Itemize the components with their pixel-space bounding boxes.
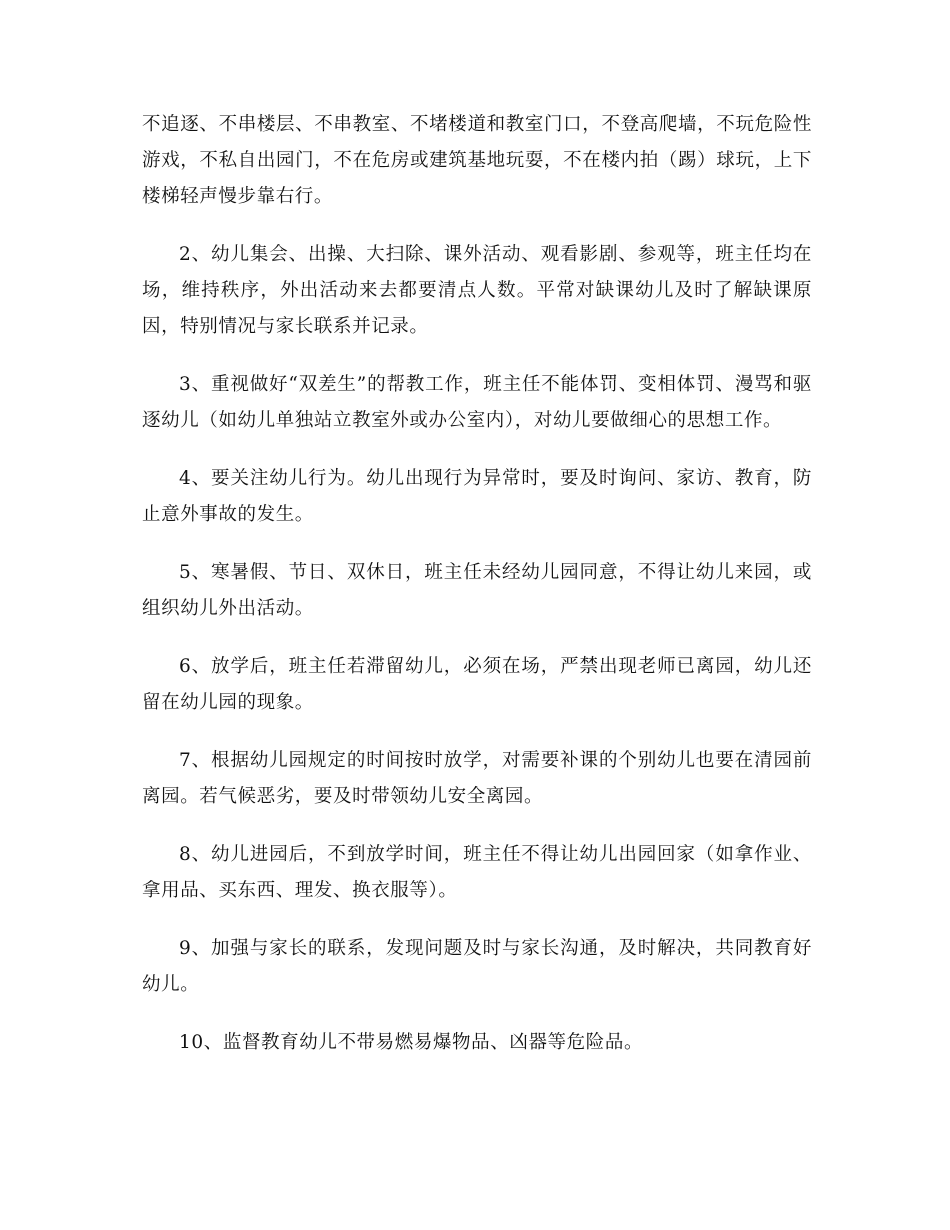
paragraph-item-9: 9、加强与家长的联系，发现问题及时与家长沟通，及时解决，共同教育好幼儿。 — [142, 938, 812, 995]
paragraph-item-4: 4、要关注幼儿行为。幼儿出现行为异常时，要及时询问、家访、教育，防止意外事故的发生。 — [142, 468, 812, 525]
paragraph-item-2: 2、幼儿集会、出操、大扫除、课外活动、观看影剧、参观等，班主任均在场，维持秩序，外出活动来去都要清点人数。平常对缺课幼儿及时了解缺课原因，特别情况与家长联系并记录。 — [142, 244, 812, 337]
paragraph-item-8: 8、幼儿进园后，不到放学时间，班主任不得让幼儿出园回家（如拿作业、拿用品、买东西、理发、换衣服等）。 — [142, 844, 812, 901]
paragraph-item-3: 3、重视做好“双差生”的帮教工作，班主任不能体罚、变相体罚、漫骂和驱逐幼儿（如幼儿单独站立教室外或办公室内），对幼儿要做细心的思想工作。 — [142, 374, 812, 431]
paragraph-item-5: 5、寒暑假、节日、双休日，班主任未经幼儿园同意，不得让幼儿来园，或组织幼儿外出活动。 — [142, 562, 812, 619]
paragraph-item-7: 7、根据幼儿园规定的时间按时放学，对需要补课的个别幼儿也要在清园前离园。若气候恶劣，要及时带领幼儿安全离园。 — [142, 750, 812, 807]
paragraph-item-10: 10、监督教育幼儿不带易燃易爆物品、凶器等危险品。 — [179, 1032, 644, 1053]
paragraph-item-6: 6、放学后，班主任若滞留幼儿，必须在场，严禁出现老师已离园，幼儿还留在幼儿园的现象。 — [142, 656, 812, 713]
paragraph-continued-rules: 不追逐、不串楼层、不串教室、不堵楼道和教室门口，不登高爬墙，不玩危险性游戏，不私自出园门，不在危房或建筑基地玩耍，不在楼内拍（踢）球玩，上下楼梯轻声慢步靠右行。 — [142, 114, 812, 207]
document-body — [142, 107, 812, 1083]
